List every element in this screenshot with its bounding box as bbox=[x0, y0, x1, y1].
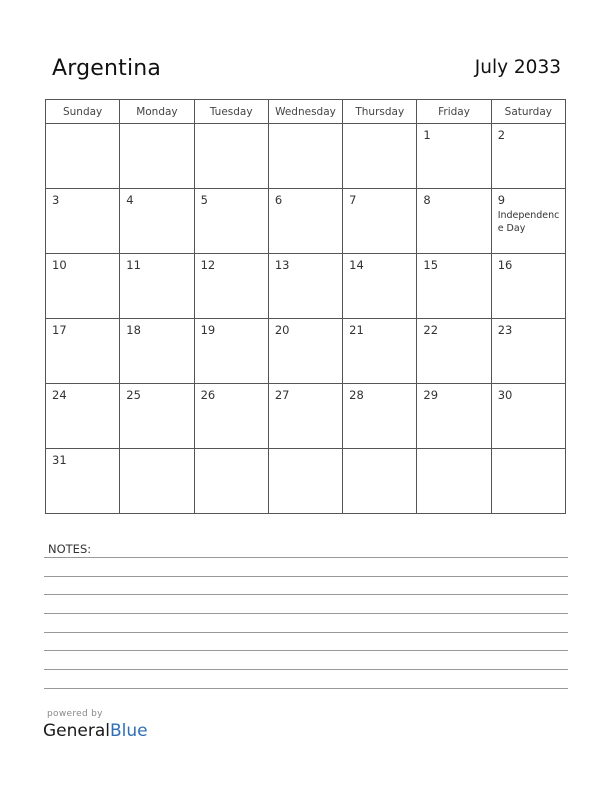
day-cell bbox=[417, 189, 491, 254]
week-row bbox=[46, 384, 566, 449]
day-number: 22 bbox=[423, 323, 439, 337]
day-number: 1 bbox=[423, 128, 431, 142]
week-row bbox=[46, 319, 566, 384]
day-cell bbox=[46, 449, 120, 514]
day-cell bbox=[194, 384, 268, 449]
day-number: 20 bbox=[274, 323, 290, 337]
day-cell bbox=[491, 319, 565, 384]
day-cell bbox=[343, 384, 417, 449]
note-line bbox=[44, 688, 568, 689]
day-number bbox=[195, 124, 268, 128]
day-cell bbox=[491, 189, 565, 254]
generalblue-logo bbox=[43, 721, 148, 741]
day-cell bbox=[268, 124, 342, 189]
day-number: 5 bbox=[200, 193, 208, 207]
day-number bbox=[46, 124, 119, 128]
day-number: 21 bbox=[349, 323, 364, 337]
day-cell bbox=[120, 384, 194, 449]
day-number: 7 bbox=[349, 193, 357, 207]
day-number: 8 bbox=[423, 193, 431, 207]
week-row bbox=[46, 124, 566, 189]
day-cell bbox=[268, 319, 342, 384]
weekday-thursday: Thursday bbox=[343, 100, 417, 124]
day-number: 29 bbox=[423, 388, 439, 402]
brand-blue-text: Blue bbox=[110, 721, 148, 741]
day-number bbox=[343, 449, 416, 453]
day-number: 19 bbox=[200, 323, 216, 337]
day-number: 10 bbox=[52, 258, 67, 272]
notes-label: NOTES: bbox=[48, 542, 92, 556]
note-line bbox=[44, 594, 568, 595]
powered-by-label: powered by bbox=[47, 709, 103, 719]
day-cell bbox=[46, 189, 120, 254]
day-cell bbox=[491, 384, 565, 449]
day-cell bbox=[46, 319, 120, 384]
weekday-header-row bbox=[46, 100, 566, 124]
day-cell bbox=[268, 254, 342, 319]
day-number: 2 bbox=[497, 128, 506, 142]
country-title: Argentina bbox=[52, 56, 162, 81]
day-number: 26 bbox=[200, 388, 216, 402]
day-number: 17 bbox=[52, 323, 67, 337]
week-row bbox=[46, 189, 566, 254]
day-number: 23 bbox=[497, 323, 513, 337]
day-cell bbox=[268, 449, 342, 514]
weekday-monday: Monday bbox=[120, 100, 194, 124]
note-line bbox=[44, 650, 568, 651]
day-cell bbox=[268, 384, 342, 449]
day-cell bbox=[417, 254, 491, 319]
note-line bbox=[44, 632, 568, 633]
day-number bbox=[120, 449, 193, 453]
calendar-grid bbox=[45, 99, 566, 514]
week-row bbox=[46, 449, 566, 514]
day-number: 9 bbox=[497, 193, 506, 207]
day-cell bbox=[268, 189, 342, 254]
note-line bbox=[44, 576, 568, 577]
day-cell bbox=[343, 319, 417, 384]
day-number: 11 bbox=[126, 258, 141, 272]
day-number: 24 bbox=[52, 388, 67, 402]
day-cell bbox=[491, 254, 565, 319]
day-cell bbox=[491, 124, 565, 189]
day-cell bbox=[417, 384, 491, 449]
day-number: 4 bbox=[126, 193, 134, 207]
month-year-title: July 2033 bbox=[474, 57, 561, 78]
day-cell bbox=[46, 384, 120, 449]
note-line bbox=[44, 613, 568, 614]
day-cell bbox=[194, 319, 268, 384]
day-cell bbox=[120, 124, 194, 189]
day-number bbox=[492, 449, 565, 453]
day-number: 13 bbox=[274, 258, 290, 272]
day-number bbox=[195, 449, 268, 453]
day-cell bbox=[491, 449, 565, 514]
day-cell bbox=[120, 319, 194, 384]
day-number: 31 bbox=[52, 453, 67, 467]
day-cell bbox=[194, 449, 268, 514]
day-cell bbox=[417, 124, 491, 189]
note-line bbox=[44, 669, 568, 670]
day-number: 6 bbox=[274, 193, 283, 207]
day-cell bbox=[120, 449, 194, 514]
weekday-tuesday: Tuesday bbox=[194, 100, 268, 124]
day-number: 14 bbox=[349, 258, 364, 272]
day-number bbox=[269, 449, 342, 453]
day-number: 12 bbox=[200, 258, 216, 272]
day-cell bbox=[46, 124, 120, 189]
day-cell bbox=[194, 254, 268, 319]
day-cell bbox=[417, 319, 491, 384]
day-number: 25 bbox=[126, 388, 141, 402]
day-cell bbox=[120, 254, 194, 319]
day-number: 30 bbox=[497, 388, 513, 402]
weekday-wednesday: Wednesday bbox=[268, 100, 342, 124]
day-number: 15 bbox=[423, 258, 439, 272]
week-row bbox=[46, 254, 566, 319]
day-cell bbox=[120, 189, 194, 254]
holiday-label: Independence Day bbox=[497, 210, 560, 234]
weekday-sunday: Sunday bbox=[46, 100, 120, 124]
day-number: 3 bbox=[52, 193, 60, 207]
day-cell bbox=[417, 449, 491, 514]
day-cell bbox=[343, 254, 417, 319]
weekday-saturday: Saturday bbox=[491, 100, 565, 124]
day-number: 28 bbox=[349, 388, 364, 402]
day-cell bbox=[194, 124, 268, 189]
day-cell bbox=[343, 449, 417, 514]
weekday-friday: Friday bbox=[417, 100, 491, 124]
day-cell bbox=[46, 254, 120, 319]
day-number bbox=[269, 124, 342, 128]
day-number: 16 bbox=[497, 258, 513, 272]
day-cell bbox=[343, 189, 417, 254]
day-number: 27 bbox=[274, 388, 290, 402]
day-number bbox=[343, 124, 416, 128]
day-number bbox=[417, 449, 490, 453]
day-number bbox=[120, 124, 193, 128]
brand-general-text: General bbox=[43, 721, 110, 741]
note-line bbox=[44, 557, 568, 558]
day-cell bbox=[343, 124, 417, 189]
day-cell bbox=[194, 189, 268, 254]
day-number: 18 bbox=[126, 323, 141, 337]
